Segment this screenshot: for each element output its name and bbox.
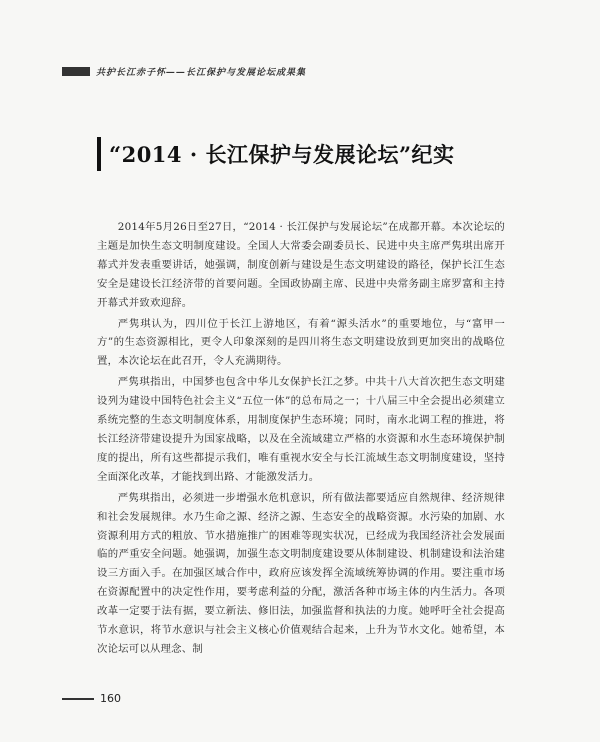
article-title: “2014 · 长江保护与发展论坛”纪实 xyxy=(109,142,455,167)
article-body xyxy=(97,218,505,661)
title-decoration-bar xyxy=(97,137,101,171)
page-number: 160 xyxy=(100,692,121,705)
page-footer xyxy=(62,692,121,705)
paragraph: 严隽琪指出，必须进一步增强水危机意识，所有做法都要适应自然规律、经济规律和社会发展规律。水乃生命之源、经济之源、生态安全的战略资源。水污染的加剧、水资源利用方式的粗放、节水措施推广的困难等现实状况，已经成为我国经济社会发展面临的严重安全问题。她强调，加强生态文明制度建设要从体制建设、机制建设和法治建设三方面入手。在加强区域合作中，政府应该发挥全流域统筹协调的作用。要注重市场在资源配置中的决定性作用，要考虑利益的分配，激活各种市场主体的内生活力。各项改革一定要于法有据，要立新法、修旧法，加强监督和执法的力度。她呼吁全社会提高节水意识，将节水意识与社会主义核心价值观结合起来，上升为节水文化。她希望，本次论坛可以从理念、制 xyxy=(97,491,505,655)
paragraph: 2014年5月26日至27日，“2014 · 长江保护与发展论坛”在成都开幕。本次论坛的主题是加快生态文明制度建设。全国人大常委会副委员长、民进中央主席严隽琪出席开幕式并发表重要讲话，她强调，制度创新与建设是生态文明建设的路径，保护长江生态安全是建设长江经济带的首要问题。全国政协副主席、民进中央常务副主席罗富和主持开幕式并致欢迎辞。 xyxy=(97,221,505,309)
article-title-block xyxy=(97,137,455,171)
running-header xyxy=(62,64,482,78)
paragraph: 严隽琪指出，中国梦也包含中华儿女保护长江之梦。中共十八大首次把生态文明建设列为建设中国特色社会主义“五位一体”的总布局之一；十八届三中全会提出必须建立系统完整的生态文明制度体系，用制度保护生态环境；同时，南水北调工程的推进，将长江经济带建设提升为国家战略，以及在全流域建立严格的水资源和水生态环境保护制度的提出，所有这些都提示我们，唯有重视水安全与长江流域生态文明制度建设，坚持全面深化改革，才能找到出路、才能激发活力。 xyxy=(97,376,505,483)
footer-rule xyxy=(62,698,94,700)
running-title: 共护长江赤子怀——长江保护与发展论坛成果集 xyxy=(96,67,307,78)
paragraph: 严隽琪认为，四川位于长江上游地区，有着“源头活水”的重要地位，与“富甲一方”的生态资源相比，更令人印象深刻的是四川将生态文明建设放到更加突出的战略位置，本次论坛在此召开，令人充满期待。 xyxy=(97,317,505,368)
header-decoration-bar xyxy=(62,67,90,76)
